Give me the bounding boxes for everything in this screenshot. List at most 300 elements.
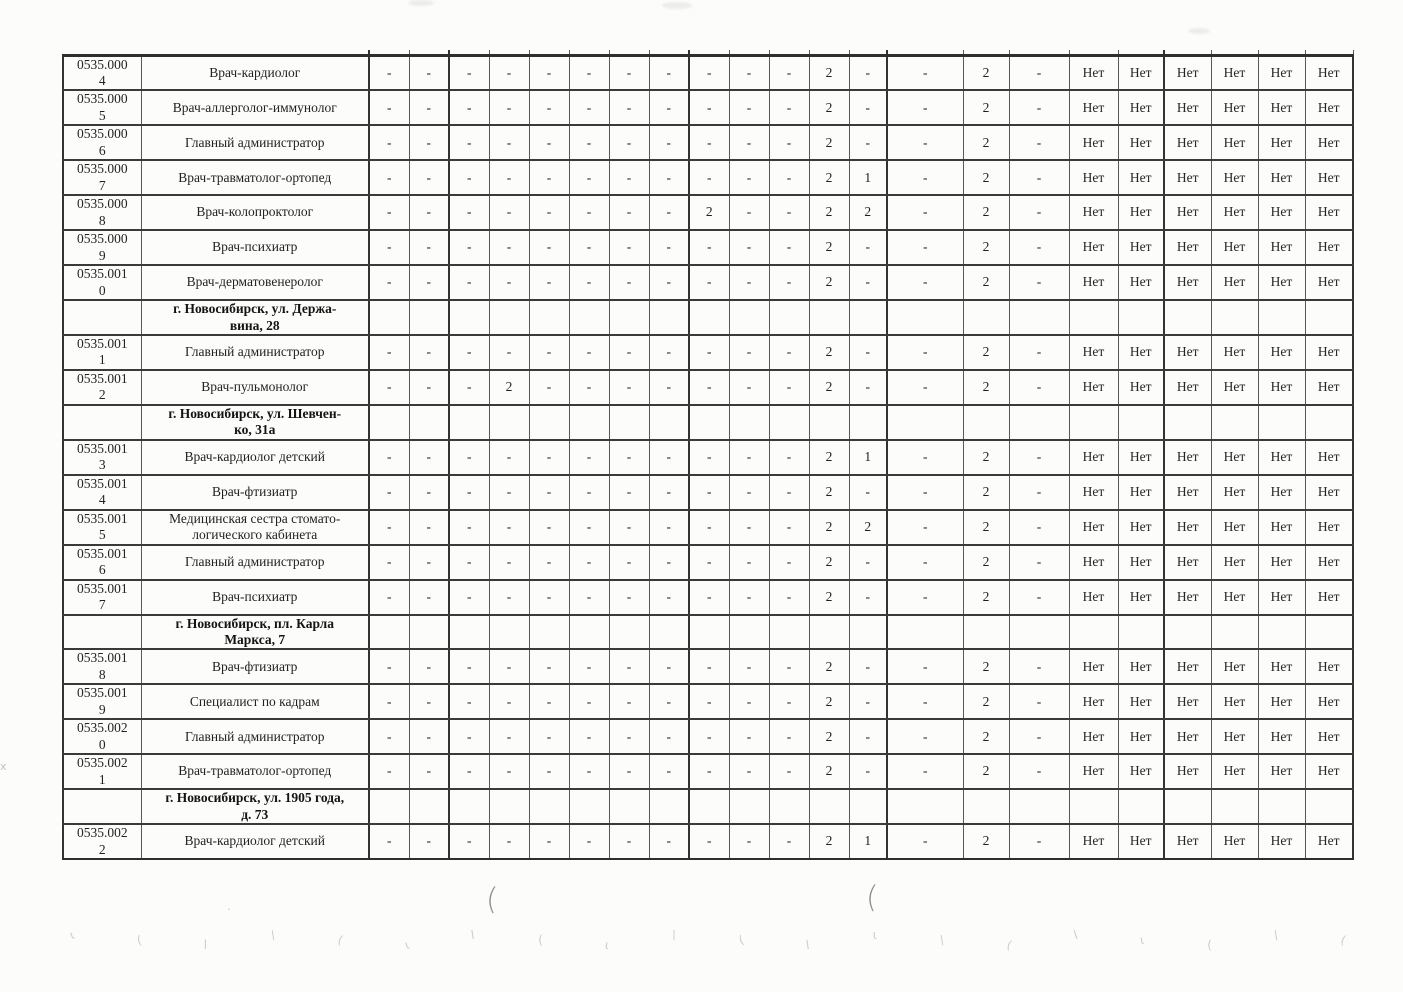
value-cell: - xyxy=(449,510,489,545)
flag-cell: Нет xyxy=(1164,475,1211,510)
value-cell: - xyxy=(769,649,809,684)
value-cell: - xyxy=(609,580,649,615)
value-cell xyxy=(649,789,689,824)
value-cell: 2 xyxy=(963,545,1009,580)
vacancy-row xyxy=(63,824,1353,859)
value-cell: - xyxy=(849,684,887,719)
value-cell: - xyxy=(729,580,769,615)
address-row xyxy=(63,789,1353,824)
value-cell xyxy=(1009,300,1069,335)
flag-cell: Нет xyxy=(1211,649,1258,684)
value-cell: - xyxy=(529,90,569,125)
value-cell: - xyxy=(489,719,529,754)
position-name-cell: Врач-травматолог-ортопед xyxy=(141,754,369,789)
value-cell: - xyxy=(769,55,809,90)
vacancy-code-cell: 0535.000 9 xyxy=(63,230,141,265)
value-cell: 2 xyxy=(963,510,1009,545)
value-cell: - xyxy=(649,649,689,684)
flag-cell: Нет xyxy=(1069,545,1118,580)
value-cell xyxy=(769,789,809,824)
value-cell: - xyxy=(729,335,769,370)
value-cell: - xyxy=(489,754,529,789)
value-cell: - xyxy=(729,160,769,195)
value-cell: - xyxy=(769,545,809,580)
value-cell xyxy=(569,615,609,650)
value-cell: - xyxy=(609,510,649,545)
flag-cell: Нет xyxy=(1211,195,1258,230)
value-cell: 2 xyxy=(809,370,849,405)
flag-cell xyxy=(1258,615,1305,650)
value-cell: - xyxy=(649,545,689,580)
value-cell: 2 xyxy=(963,684,1009,719)
vacancy-row xyxy=(63,195,1353,230)
value-cell: - xyxy=(1009,649,1069,684)
flag-cell xyxy=(1118,405,1164,440)
value-cell: - xyxy=(449,475,489,510)
value-cell: 2 xyxy=(963,265,1009,300)
flag-cell: Нет xyxy=(1211,335,1258,370)
value-cell: - xyxy=(729,684,769,719)
position-name-cell: Врач-пульмонолог xyxy=(141,370,369,405)
value-cell xyxy=(529,405,569,440)
value-cell xyxy=(729,405,769,440)
flag-cell: Нет xyxy=(1305,824,1353,859)
value-cell: - xyxy=(489,230,529,265)
flag-cell: Нет xyxy=(1258,719,1305,754)
value-cell xyxy=(689,300,729,335)
flag-cell xyxy=(1118,789,1164,824)
value-cell xyxy=(649,615,689,650)
value-cell: 2 xyxy=(689,195,729,230)
value-cell: - xyxy=(769,580,809,615)
value-cell: - xyxy=(649,440,689,475)
value-cell: - xyxy=(529,824,569,859)
value-cell: - xyxy=(449,754,489,789)
value-cell: - xyxy=(409,160,449,195)
value-cell: - xyxy=(849,90,887,125)
value-cell: - xyxy=(849,545,887,580)
value-cell: 2 xyxy=(809,230,849,265)
value-cell: - xyxy=(887,649,963,684)
flag-cell: Нет xyxy=(1164,719,1211,754)
value-cell: - xyxy=(569,754,609,789)
value-cell: - xyxy=(769,440,809,475)
value-cell xyxy=(609,615,649,650)
vacancy-row xyxy=(63,545,1353,580)
vacancy-code-cell: 0535.001 3 xyxy=(63,440,141,475)
value-cell: - xyxy=(489,265,529,300)
flag-cell: Нет xyxy=(1069,475,1118,510)
flag-cell: Нет xyxy=(1118,370,1164,405)
flag-cell: Нет xyxy=(1211,824,1258,859)
value-cell: - xyxy=(449,824,489,859)
flag-cell: Нет xyxy=(1211,475,1258,510)
vacancy-row xyxy=(63,719,1353,754)
value-cell: - xyxy=(1009,335,1069,370)
value-cell: - xyxy=(369,335,409,370)
value-cell: - xyxy=(849,265,887,300)
value-cell: - xyxy=(569,370,609,405)
value-cell: - xyxy=(769,510,809,545)
scan-artifact-mark: ι xyxy=(604,937,611,953)
value-cell: - xyxy=(489,545,529,580)
scan-artifact-mark: l xyxy=(203,938,208,952)
value-cell: - xyxy=(1009,545,1069,580)
value-cell: - xyxy=(449,160,489,195)
value-cell: - xyxy=(649,335,689,370)
value-cell: - xyxy=(529,649,569,684)
value-cell xyxy=(809,615,849,650)
value-cell: - xyxy=(887,265,963,300)
value-cell: - xyxy=(569,265,609,300)
scan-artifact-mark: ( xyxy=(538,933,543,947)
value-cell: - xyxy=(609,684,649,719)
position-name-cell: Врач-аллерголог-иммунолог xyxy=(141,90,369,125)
flag-cell: Нет xyxy=(1258,125,1305,160)
position-name-cell: Врач-травматолог-ортопед xyxy=(141,160,369,195)
value-cell: - xyxy=(849,475,887,510)
value-cell: 2 xyxy=(963,475,1009,510)
value-cell: - xyxy=(729,370,769,405)
vacancy-code-cell: 0535.001 8 xyxy=(63,649,141,684)
value-cell: - xyxy=(489,475,529,510)
value-cell: - xyxy=(689,754,729,789)
value-cell: - xyxy=(489,440,529,475)
scan-artifact-dot: . xyxy=(227,900,231,913)
value-cell: - xyxy=(649,370,689,405)
value-cell: - xyxy=(609,824,649,859)
value-cell: - xyxy=(569,510,609,545)
value-cell xyxy=(369,615,409,650)
scan-artifact-mark: ι xyxy=(67,927,77,943)
value-cell: - xyxy=(689,510,729,545)
position-name-cell: Главный администратор xyxy=(141,335,369,370)
value-cell: - xyxy=(1009,90,1069,125)
flag-cell: Нет xyxy=(1211,125,1258,160)
value-cell: - xyxy=(369,545,409,580)
value-cell: - xyxy=(1009,754,1069,789)
flag-cell: Нет xyxy=(1164,230,1211,265)
value-cell: - xyxy=(369,510,409,545)
value-cell: - xyxy=(609,195,649,230)
flag-cell: Нет xyxy=(1305,580,1353,615)
value-cell: - xyxy=(769,160,809,195)
value-cell: - xyxy=(1009,580,1069,615)
value-cell: - xyxy=(489,510,529,545)
position-name-cell: Врач-фтизиатр xyxy=(141,649,369,684)
value-cell: - xyxy=(569,475,609,510)
value-cell: - xyxy=(369,55,409,90)
value-cell: 2 xyxy=(963,335,1009,370)
value-cell: - xyxy=(849,230,887,265)
value-cell: - xyxy=(529,195,569,230)
flag-cell: Нет xyxy=(1258,824,1305,859)
flag-cell: Нет xyxy=(1305,55,1353,90)
value-cell: - xyxy=(409,824,449,859)
value-cell: - xyxy=(887,719,963,754)
value-cell xyxy=(489,615,529,650)
value-cell xyxy=(769,300,809,335)
value-cell xyxy=(449,789,489,824)
value-cell xyxy=(449,405,489,440)
vacancy-row xyxy=(63,370,1353,405)
value-cell: - xyxy=(409,90,449,125)
flag-cell: Нет xyxy=(1069,195,1118,230)
value-cell: - xyxy=(609,754,649,789)
vacancy-table xyxy=(62,50,1354,860)
scan-artifact-mark: ι xyxy=(872,928,877,942)
value-cell: - xyxy=(849,335,887,370)
value-cell xyxy=(887,405,963,440)
flag-cell: Нет xyxy=(1164,684,1211,719)
position-name-cell: Главный администратор xyxy=(141,545,369,580)
vacancy-code-cell xyxy=(63,615,141,650)
flag-cell: Нет xyxy=(1069,335,1118,370)
value-cell: - xyxy=(887,580,963,615)
value-cell: 2 xyxy=(809,545,849,580)
flag-cell xyxy=(1258,789,1305,824)
flag-cell: Нет xyxy=(1118,335,1164,370)
value-cell: - xyxy=(769,475,809,510)
flag-cell: Нет xyxy=(1258,195,1305,230)
value-cell: - xyxy=(887,195,963,230)
flag-cell xyxy=(1305,300,1353,335)
position-name-cell: Врач-психиатр xyxy=(141,230,369,265)
value-cell: 2 xyxy=(809,824,849,859)
value-cell: - xyxy=(449,90,489,125)
flag-cell: Нет xyxy=(1258,230,1305,265)
value-cell: - xyxy=(887,684,963,719)
flag-cell xyxy=(1118,615,1164,650)
flag-cell: Нет xyxy=(1164,824,1211,859)
flag-cell: Нет xyxy=(1258,754,1305,789)
flag-cell: Нет xyxy=(1305,754,1353,789)
value-cell xyxy=(489,405,529,440)
value-cell: - xyxy=(409,440,449,475)
value-cell: - xyxy=(449,370,489,405)
flag-cell: Нет xyxy=(1164,510,1211,545)
value-cell: - xyxy=(1009,125,1069,160)
vacancy-row xyxy=(63,265,1353,300)
vacancy-code-cell: 0535.000 7 xyxy=(63,160,141,195)
value-cell: - xyxy=(569,125,609,160)
value-cell xyxy=(529,789,569,824)
vacancy-row xyxy=(63,649,1353,684)
flag-cell: Нет xyxy=(1164,580,1211,615)
scan-artifact-mark: ( xyxy=(736,932,746,948)
scan-artifact-mark: ( xyxy=(135,932,143,948)
value-cell: - xyxy=(409,719,449,754)
value-cell: - xyxy=(1009,160,1069,195)
value-cell: - xyxy=(1009,440,1069,475)
value-cell xyxy=(849,615,887,650)
value-cell: - xyxy=(769,684,809,719)
value-cell xyxy=(609,300,649,335)
value-cell: - xyxy=(1009,475,1069,510)
flag-cell: Нет xyxy=(1211,370,1258,405)
value-cell: - xyxy=(769,265,809,300)
value-cell: - xyxy=(609,440,649,475)
vacancy-row xyxy=(63,90,1353,125)
scan-smudge xyxy=(408,0,434,6)
flag-cell: Нет xyxy=(1211,580,1258,615)
value-cell xyxy=(1009,405,1069,440)
vacancy-code-cell: 0535.000 5 xyxy=(63,90,141,125)
value-cell: - xyxy=(887,370,963,405)
value-cell: - xyxy=(769,719,809,754)
address-cell: г. Новосибирск, пл. Карла Маркса, 7 xyxy=(141,615,369,650)
value-cell xyxy=(963,789,1009,824)
position-name-cell: Врач-психиатр xyxy=(141,580,369,615)
value-cell: - xyxy=(729,510,769,545)
value-cell: - xyxy=(409,265,449,300)
flag-cell xyxy=(1305,615,1353,650)
scan-artifact-mark: \ xyxy=(269,927,276,943)
flag-cell: Нет xyxy=(1211,754,1258,789)
value-cell: - xyxy=(529,440,569,475)
scan-artifact-mark: ( xyxy=(335,932,345,948)
value-cell: - xyxy=(849,55,887,90)
value-cell: 2 xyxy=(489,370,529,405)
value-cell xyxy=(569,405,609,440)
value-cell: 2 xyxy=(809,90,849,125)
value-cell: - xyxy=(369,125,409,160)
value-cell: - xyxy=(489,55,529,90)
flag-cell xyxy=(1211,300,1258,335)
value-cell: - xyxy=(729,475,769,510)
flag-cell: Нет xyxy=(1211,230,1258,265)
value-cell: - xyxy=(489,824,529,859)
vacancy-code-cell xyxy=(63,789,141,824)
flag-cell: Нет xyxy=(1069,754,1118,789)
vacancy-row xyxy=(63,580,1353,615)
value-cell xyxy=(849,300,887,335)
flag-cell: Нет xyxy=(1305,195,1353,230)
value-cell: 2 xyxy=(809,510,849,545)
value-cell xyxy=(489,300,529,335)
value-cell: - xyxy=(1009,684,1069,719)
value-cell: 2 xyxy=(809,754,849,789)
vacancy-code-cell: 0535.001 4 xyxy=(63,475,141,510)
value-cell: - xyxy=(409,754,449,789)
flag-cell xyxy=(1211,789,1258,824)
value-cell: - xyxy=(689,440,729,475)
value-cell: 2 xyxy=(963,719,1009,754)
value-cell: 2 xyxy=(963,440,1009,475)
flag-cell: Нет xyxy=(1258,580,1305,615)
address-row xyxy=(63,405,1353,440)
value-cell: - xyxy=(887,230,963,265)
flag-cell: Нет xyxy=(1258,475,1305,510)
value-cell: - xyxy=(729,440,769,475)
value-cell: - xyxy=(1009,55,1069,90)
value-cell: - xyxy=(689,649,729,684)
flag-cell: Нет xyxy=(1118,195,1164,230)
vacancy-row xyxy=(63,125,1353,160)
flag-cell: Нет xyxy=(1069,160,1118,195)
flag-cell xyxy=(1211,405,1258,440)
value-cell: 1 xyxy=(849,440,887,475)
position-name-cell: Главный администратор xyxy=(141,719,369,754)
value-cell: - xyxy=(689,90,729,125)
value-cell: 2 xyxy=(809,265,849,300)
value-cell xyxy=(569,300,609,335)
value-cell: - xyxy=(649,265,689,300)
value-cell xyxy=(809,789,849,824)
value-cell xyxy=(529,615,569,650)
flag-cell xyxy=(1164,405,1211,440)
value-cell: - xyxy=(529,580,569,615)
value-cell: - xyxy=(569,824,609,859)
value-cell xyxy=(729,615,769,650)
vacancy-code-cell xyxy=(63,405,141,440)
flag-cell xyxy=(1258,405,1305,440)
value-cell: - xyxy=(529,545,569,580)
value-cell: 2 xyxy=(809,160,849,195)
value-cell: - xyxy=(689,125,729,160)
flag-cell: Нет xyxy=(1305,335,1353,370)
value-cell: 2 xyxy=(963,370,1009,405)
flag-cell: Нет xyxy=(1069,370,1118,405)
value-cell: - xyxy=(529,160,569,195)
value-cell: - xyxy=(369,160,409,195)
value-cell: - xyxy=(609,55,649,90)
value-cell: 2 xyxy=(963,160,1009,195)
scan-artifact-mark: \ xyxy=(938,932,945,948)
flag-cell xyxy=(1305,405,1353,440)
flag-cell: Нет xyxy=(1118,55,1164,90)
value-cell: - xyxy=(649,195,689,230)
flag-cell: Нет xyxy=(1211,545,1258,580)
value-cell xyxy=(369,300,409,335)
value-cell: - xyxy=(369,475,409,510)
flag-cell: Нет xyxy=(1258,510,1305,545)
vacancy-code-cell: 0535.001 7 xyxy=(63,580,141,615)
flag-cell: Нет xyxy=(1164,195,1211,230)
value-cell: - xyxy=(449,649,489,684)
value-cell: - xyxy=(729,754,769,789)
value-cell xyxy=(409,405,449,440)
vacancy-code-cell xyxy=(63,300,141,335)
value-cell xyxy=(887,300,963,335)
value-cell: - xyxy=(887,545,963,580)
value-cell: - xyxy=(489,160,529,195)
value-cell: - xyxy=(529,510,569,545)
flag-cell: Нет xyxy=(1069,230,1118,265)
flag-cell xyxy=(1164,789,1211,824)
scan-artifact-curve: ( xyxy=(484,881,499,918)
value-cell xyxy=(409,789,449,824)
value-cell: 2 xyxy=(963,649,1009,684)
value-cell: - xyxy=(449,440,489,475)
value-cell: 2 xyxy=(963,195,1009,230)
value-cell xyxy=(809,300,849,335)
address-cell: г. Новосибирск, ул. Держа- вина, 28 xyxy=(141,300,369,335)
scan-artifact-mark: l xyxy=(804,937,811,953)
flag-cell: Нет xyxy=(1069,719,1118,754)
vacancy-code-cell: 0535.002 0 xyxy=(63,719,141,754)
value-cell: - xyxy=(529,754,569,789)
flag-cell: Нет xyxy=(1118,475,1164,510)
value-cell: - xyxy=(887,160,963,195)
scan-artifact-curve: ( xyxy=(864,879,879,916)
value-cell: - xyxy=(649,230,689,265)
value-cell xyxy=(963,615,1009,650)
value-cell: - xyxy=(689,370,729,405)
value-cell: - xyxy=(449,719,489,754)
flag-cell: Нет xyxy=(1118,90,1164,125)
value-cell: - xyxy=(649,55,689,90)
